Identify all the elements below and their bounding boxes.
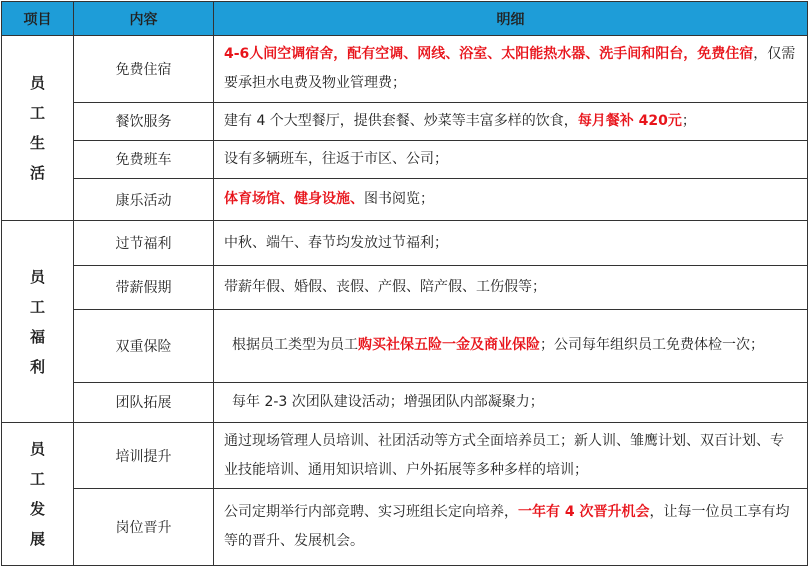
- table-row: [2, 265, 808, 309]
- item-cell: 康乐活动: [74, 179, 214, 221]
- table-row: [2, 422, 808, 489]
- item-cell: 带薪假期: [74, 265, 214, 309]
- category-label: 发 展: [29, 499, 55, 548]
- header-detail: 明细: [214, 2, 808, 36]
- table-row: [2, 102, 808, 140]
- detail-cell: [214, 140, 808, 178]
- category-label: 生 活: [29, 134, 55, 183]
- table-row: [2, 36, 808, 103]
- detail-cell: [214, 310, 808, 383]
- category-cell: [2, 36, 74, 221]
- item-cell: 岗位晋升: [74, 489, 214, 566]
- item-cell: 双重保险: [74, 310, 214, 383]
- detail-cell: [214, 36, 808, 103]
- detail-text: 建有 4 个大型餐厅，提供套餐、炒菜等丰富多样的饮食，: [224, 112, 578, 129]
- detail-cell: [214, 179, 808, 221]
- detail-text: 每年 2-3 次团队建设活动；增强团队内部凝聚力；: [232, 393, 544, 410]
- detail-text: 设有多辆班车，往返于市区、公司；: [224, 150, 448, 167]
- table-row: [2, 179, 808, 221]
- item-cell: 免费住宿: [74, 36, 214, 103]
- item-cell: 免费班车: [74, 140, 214, 178]
- detail-text: 通过现场管理人员培训、社团活动等方式全面培养员工；新人训、雏鹰计划、双百计划、专业技能培训、通用知识培训、户外拓展等多种多样的培训；: [224, 432, 784, 478]
- item-cell: 培训提升: [74, 422, 214, 489]
- benefits-table: [1, 1, 808, 566]
- table-row: [2, 310, 808, 383]
- detail-text: 带薪年假、婚假、丧假、产假、陪产假、工伤假等；: [224, 278, 546, 295]
- detail-highlight: 体育场馆、健身设施、: [224, 191, 364, 208]
- detail-text: 公司定期举行内部竞聘、实习班组长定向培养，: [224, 504, 518, 521]
- table-row: [2, 489, 808, 566]
- detail-cell: [214, 422, 808, 489]
- detail-cell: [214, 102, 808, 140]
- category-label: 员 工: [29, 439, 55, 488]
- table-row: [2, 221, 808, 265]
- detail-highlight: 一年有 4 次晋升机会: [518, 504, 650, 521]
- category-cell: [2, 422, 74, 565]
- detail-text: ，让每一位员工享有均等的晋升、发展机会。: [224, 504, 790, 550]
- detail-highlight: 4-6人间空调宿舍，配有空调、网线、浴室、太阳能热水器、洗手间和阳台，免费住宿: [224, 45, 754, 62]
- header-row: [2, 2, 808, 36]
- detail-cell: [214, 265, 808, 309]
- detail-cell: [214, 382, 808, 422]
- detail-text: 根据员工类型为员工: [232, 337, 358, 354]
- detail-cell: [214, 221, 808, 265]
- detail-cell: [214, 489, 808, 566]
- category-label: 员 工: [29, 267, 55, 316]
- item-cell: 过节福利: [74, 221, 214, 265]
- item-cell: 团队拓展: [74, 382, 214, 422]
- detail-highlight: 每月餐补 420元: [577, 112, 682, 129]
- header-content: 内容: [74, 2, 214, 36]
- category-label: 员 工: [29, 74, 55, 123]
- table-row: [2, 140, 808, 178]
- detail-text: 图书阅览；: [364, 191, 434, 208]
- detail-text: 中秋、端午、春节均发放过节福利；: [224, 234, 448, 251]
- header-project: 项目: [2, 2, 74, 36]
- detail-text: ，仅需要承担水电费及物业管理费；: [224, 45, 796, 91]
- category-cell: [2, 221, 74, 423]
- detail-highlight: 购买社保五险一金及商业保险: [358, 337, 540, 354]
- category-label: 福 利: [29, 327, 55, 376]
- table-row: [2, 382, 808, 422]
- detail-text: ；: [681, 112, 696, 129]
- detail-text: ；公司每年组织员工免费体检一次；: [540, 337, 764, 354]
- table-body: [2, 36, 808, 566]
- item-cell: 餐饮服务: [74, 102, 214, 140]
